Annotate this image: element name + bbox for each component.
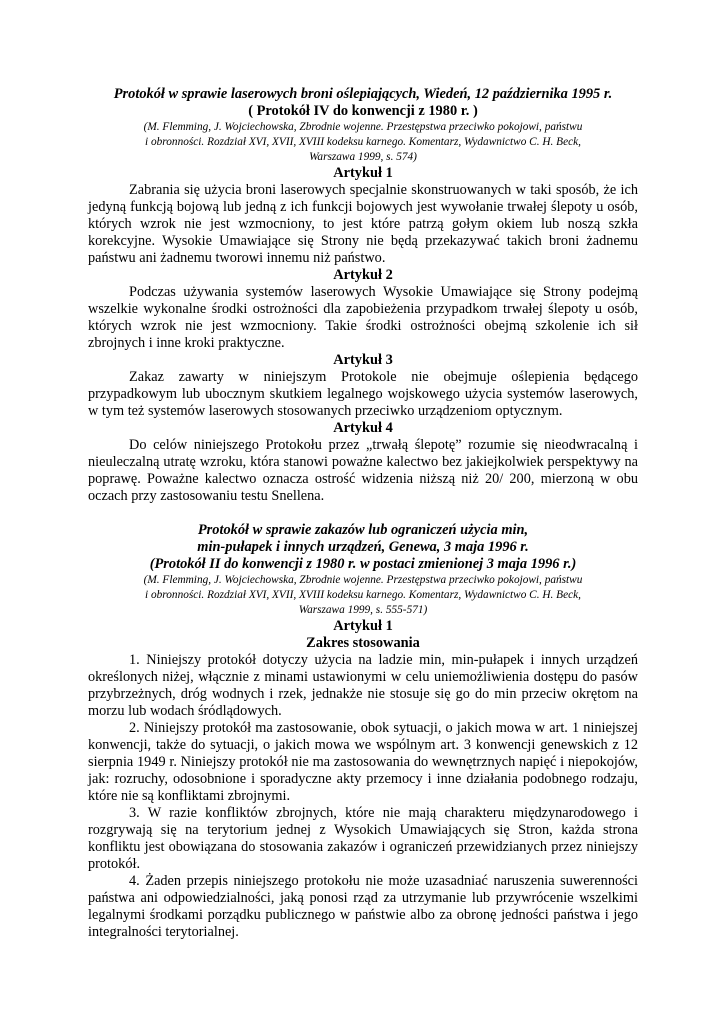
numbered-paragraph: 4. Żaden przepis niniejszego protokołu nie może uzasadniać naruszenia suwerenności państwa ani odpowiedzialności, jaką ponosi rząd za utrzymanie lub przywrócenie wszelkimi legalnymi środkami porządku publicznego w państwie albo za obronę jedności państwa i jego integralności terytorialnej. <box>88 873 638 940</box>
protocol1-subtitle: ( Protokół IV do konwencji z 1980 r. ) <box>248 103 478 119</box>
article-heading: Artykuł 1 <box>333 165 393 181</box>
citation-line: (M. Flemming, J. Wojciechowska, Zbrodnie wojenne. Przestępstwa przeciwko pokojowi, państwu <box>143 121 583 133</box>
protocol2-title-line: min-pułapek i innych urządzeń, Genewa, 3 maja 1996 r. <box>197 539 529 555</box>
protocol2-title-line: (Protokół II do konwencji z 1980 r. w postaci zmienionej 3 maja 1996 r.) <box>149 556 577 572</box>
citation-line: i obronności. Rozdział XVI, XVII, XVIII kodeksu karnego. Komentarz, Wydawnictwo C. H. Beck, <box>145 589 581 601</box>
protocol2-title-line: Protokół w sprawie zakazów lub ograniczeń użycia min, <box>197 522 529 538</box>
article-paragraph: Zabrania się użycia broni laserowych specjalnie skonstruowanych w taki sposób, że ich jedyną funkcją bojową lub jedną z ich funkcji bojowych jest wywołanie trwałej ślepoty u osób, których wzrok nie jest wzmocniony, to jest które patrzą gołym okiem lub noszą szkła korekcyjne. Wysokie Umawiające się Strony nie będą przekazywać takich broni żadnemu państwu ani żadnemu tworowi innemu niż państwo. <box>88 182 638 266</box>
protocol1-title: Protokół w sprawie laserowych broni oślepiających, Wiedeń, 12 października 1995 r. <box>113 86 613 102</box>
citation-line: i obronności. Rozdział XVI, XVII, XVIII kodeksu karnego. Komentarz, Wydawnictwo C. H. Beck, <box>145 136 581 148</box>
section-spacer <box>88 505 638 522</box>
article-heading: Artykuł 3 <box>333 352 393 368</box>
citation-line: Warszawa 1999, s. 555-571) <box>298 604 428 616</box>
protocol2-citation <box>88 573 638 618</box>
protocol1-citation <box>88 120 638 165</box>
citation-line: Warszawa 1999, s. 574) <box>309 151 417 163</box>
document-page <box>88 86 638 941</box>
numbered-paragraph: 2. Niniejszy protokół ma zastosowanie, obok sytuacji, o jakich mowa w art. 1 niniejszej konwencji, także do sytuacji, o jakich mowa we wspólnym art. 3 konwencji genewskich z 12 sierpnia 1949 r. Niniejszy protokół nie ma zastosowania do wewnętrznych napięć i niepokojów, jak: rozruchy, odosobnione i sporadyczne akty przemocy i inne działania podobnego rodzaju, które nie są konfliktami zbrojnymi. <box>88 720 638 804</box>
article-paragraph: Zakaz zawarty w niniejszym Protokole nie obejmuje oślepienia będącego przypadkowym lub ubocznym skutkiem legalnego wojskowego użycia systemów laserowych, w tym też systemów laserowych stosowanych przeciwko urządzeniom optycznym. <box>88 369 638 419</box>
protocol2-title <box>88 522 638 573</box>
article-paragraph: Do celów niniejszego Protokołu przez „trwałą ślepotę” rozumie się nieodwracalną i nieuleczalną utratę wzroku, która stanowi poważne kalectwo bez jakiejkolwiek perspektywy na poprawę. Poważne kalectwo oznacza ostrość widzenia niższą niż 20/ 200, mierzoną w obu oczach przy zastosowaniu testu Snellena. <box>88 437 638 504</box>
citation-line: (M. Flemming, J. Wojciechowska, Zbrodnie wojenne. Przestępstwa przeciwko pokojowi, państwu <box>143 574 583 586</box>
numbered-paragraph: 1. Niniejszy protokół dotyczy użycia na ladzie min, min-pułapek i innych urządzeń określonych niżej, włącznie z minami ustawionymi w celu uniemożliwienia dostępu do pasów przybrzeżnych, dróg wodnych i rzek, jednakże nie stosuje się go do min przeciw okrętom na morzu lub wodach śródlądowych. <box>88 652 638 719</box>
article-heading: Artykuł 2 <box>333 267 393 283</box>
article-paragraph: Podczas używania systemów laserowych Wysokie Umawiające się Strony podejmą wszelkie wykonalne środki ostrożności dla zapobieżenia przypadkom trwałej ślepoty u osób, których wzrok nie jest wzmocniony. Takie środki ostrożności obejmą szkolenie ich sił zbrojnych i inne kroki praktyczne. <box>88 284 638 351</box>
article-heading: Artykuł 4 <box>333 420 393 436</box>
article-subheading: Zakres stosowania <box>306 635 420 651</box>
numbered-paragraph: 3. W razie konfliktów zbrojnych, które nie mają charakteru międzynarodowego i rozgrywają się na terytorium jednej z Wysokich Umawiających się Stron, każda strona konfliktu jest obowiązana do stosowania zakazów i ograniczeń przewidzianych przez niniejszy protokół. <box>88 805 638 872</box>
article-heading: Artykuł 1 <box>333 618 393 634</box>
